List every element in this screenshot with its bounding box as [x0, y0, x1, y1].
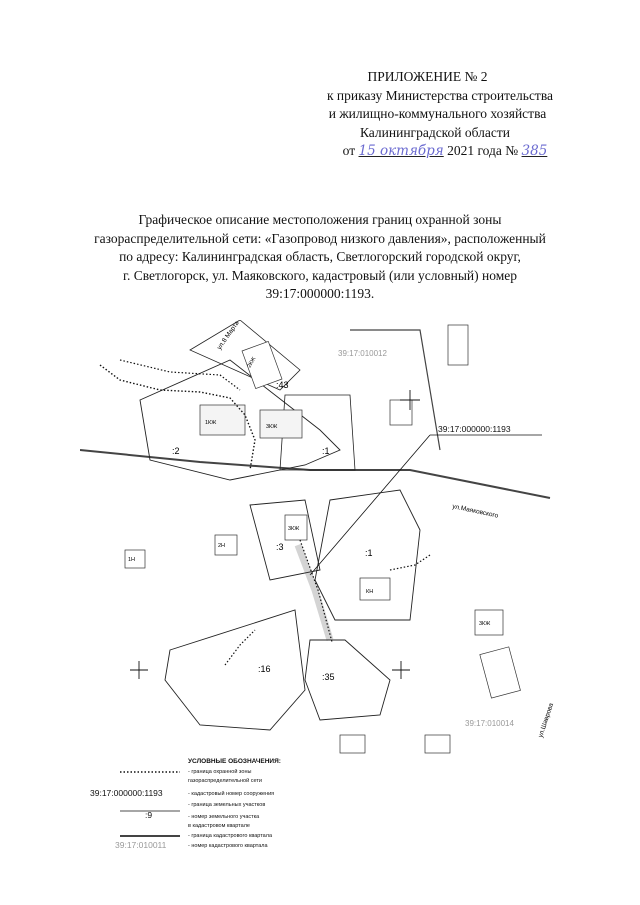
legend-item: - граница охранной зоны [188, 769, 252, 775]
parcel-label-3: :3 [276, 542, 284, 552]
legend-item: в кадастровом квартале [188, 823, 250, 829]
document-description [30, 211, 610, 304]
handwritten-number: 385 [521, 143, 548, 159]
building-se-2 [480, 647, 521, 698]
quarter-boundary [80, 450, 550, 498]
handwritten-date: 15 октября [358, 143, 444, 159]
building-label: 3КЖ [266, 424, 278, 430]
quarter-label-south: 39:17:010014 [465, 719, 514, 728]
building-label: 1КЖ [205, 420, 217, 426]
description-line1: Графическое описание местоположения границ охранной зоны [138, 212, 502, 227]
building-s-1 [340, 735, 365, 753]
building-label: 2Н [218, 543, 226, 549]
building-mid-2 [360, 578, 390, 600]
building-label: 1Н [128, 557, 136, 563]
legend-item: газораспределительной сети [188, 778, 262, 784]
appendix-header [0, 68, 640, 161]
building-ne2 [448, 325, 468, 365]
structure-number-label: 39:17:000000:1193 [438, 424, 511, 434]
parcel-label-1-south: :1 [365, 548, 373, 558]
appendix-line3: Калининградской области [359, 124, 511, 140]
parcel-35-boundary [305, 640, 390, 720]
parcel-label-16: :16 [258, 664, 271, 674]
legend-sample-parcel: :9 [145, 810, 153, 820]
appendix-line2: и жилищно-коммунального хозяйства [328, 106, 547, 121]
legend-sample-quarter: 39:17:010011 [115, 840, 167, 850]
building-s-2 [425, 735, 450, 753]
legend-sample-number: 39:17:000000:1193 [90, 788, 163, 798]
legend-item: - номер земельного участка [188, 814, 260, 820]
building-ne [390, 400, 412, 425]
legend-item: - граница земельных участков [188, 802, 266, 808]
building-label: КН [366, 589, 374, 595]
quarter-label-north: 39:17:010012 [338, 349, 387, 358]
legend-item: - граница кадастрового квартала [188, 833, 273, 839]
pipeline-east [390, 555, 430, 570]
parcel-label-1-north: :1 [322, 446, 330, 456]
building-label: 2КЖ [246, 356, 258, 369]
legend-item: - кадастровый номер сооружения [188, 791, 275, 797]
appendix-title: ПРИЛОЖЕНИЕ № 2 [367, 69, 488, 84]
cadastral-map [80, 320, 580, 760]
description-line2: газораспределительной сети: «Газопровод низкого давления», расположенный [94, 230, 546, 246]
street-label-shavrova: ул.Шаврова [537, 702, 556, 739]
parcel-16-boundary [165, 610, 305, 730]
parcel-label-43: :43 [276, 380, 289, 390]
legend-item: - номер кадастрового квартала [188, 843, 268, 849]
legend [90, 758, 350, 858]
parcel-label-35: :35 [322, 672, 335, 682]
appendix-line1: к приказу Министерства строительства [326, 87, 554, 103]
pipeline-zone-center [298, 545, 330, 640]
legend-title: УСЛОВНЫЕ ОБОЗНАЧЕНИЯ: [188, 758, 281, 765]
building-label: 3КЖ [479, 621, 491, 627]
description-line4: г. Светлогорск, ул. Маяковского, кадастровый (или условный) номер [122, 267, 518, 283]
date-suffix: 2021 года № [447, 143, 519, 158]
parcel-label-2: :2 [172, 446, 180, 456]
description-line5: 39:17:000000:1193. [265, 286, 375, 301]
description-line3: по адресу: Калининградская область, Светлогорский городской округ, [119, 249, 521, 264]
appendix-date-line [250, 142, 640, 161]
pipeline-south [225, 630, 255, 665]
quarter-boundary-east [350, 330, 440, 450]
date-prefix: от [342, 143, 356, 158]
street-label-8-marta: ул.8 Марта [215, 320, 241, 352]
street-label-mayakovskogo: ул.Маяковского [451, 503, 499, 520]
building-label: 3КЖ [288, 526, 300, 532]
